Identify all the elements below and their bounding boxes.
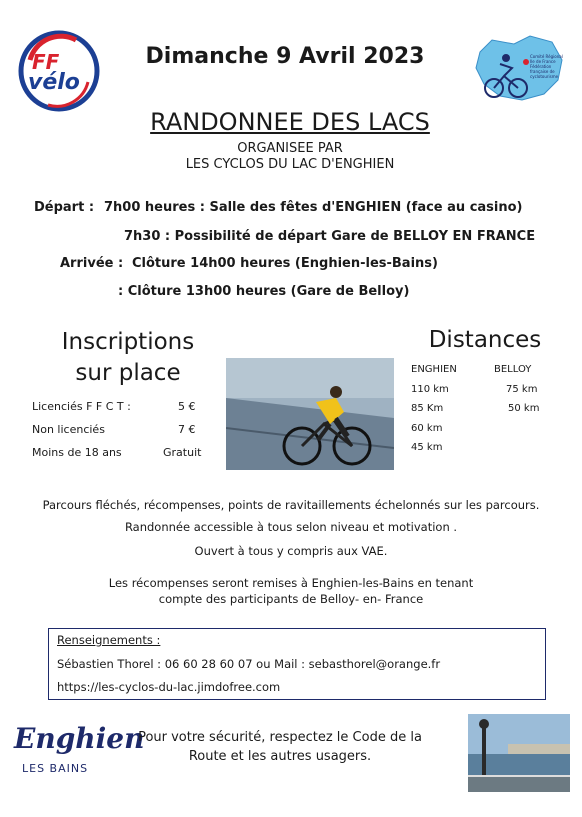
contact-box	[48, 628, 546, 700]
ffvelo-logo	[18, 30, 100, 112]
contact-heading: Renseignements :	[57, 633, 161, 647]
distance-belloy-2: 50 km	[508, 403, 540, 414]
info-line-2: Randonnée accessible à tous selon niveau et motivation .	[124, 520, 458, 534]
enghien-logo	[12, 718, 145, 782]
distance-belloy-1: 75 km	[506, 384, 538, 395]
depart-line1: 7h00 heures : Salle des fêtes d'ENGHIEN (face au casino)	[104, 200, 523, 215]
inscriptions-title-line2: sur place	[75, 360, 181, 386]
price-label-moins-18: Moins de 18 ans	[32, 446, 122, 459]
info-line-1: Parcours fléchés, récompenses, points de ravitaillements échelonnés sur les parcours.	[42, 498, 540, 512]
event-date: Dimanche 9 Avril 2023	[145, 44, 425, 69]
distance-col2-header: BELLOY	[494, 364, 532, 375]
event-title: RANDONNEE DES LACS	[150, 108, 430, 136]
distances-title: Distances	[428, 327, 542, 353]
cyclist-photo	[226, 358, 394, 470]
info-line-3: Ouvert à tous y compris aux VAE.	[194, 544, 388, 558]
region-logo	[472, 32, 568, 106]
price-value-moins-18: Gratuit	[163, 446, 202, 459]
contact-url: https://les-cyclos-du-lac.jimdofree.com	[57, 680, 281, 694]
distance-enghien-2: 85 Km	[411, 403, 444, 414]
price-label-non-licencies: Non licenciés	[32, 423, 105, 436]
inscriptions-title-line1: Inscriptions	[61, 329, 195, 355]
distance-enghien-4: 45 km	[411, 442, 443, 453]
safety-line-1: Pour votre sécurité, respectez le Code de la	[138, 730, 422, 745]
ffvelo-logo-velo: vélo	[28, 70, 80, 95]
lake-photo	[468, 714, 570, 792]
distance-col1-header: ENGHIEN	[411, 364, 457, 375]
info-line-4: Les récompenses seront remises à Enghien-les-Bains en tenant	[108, 576, 474, 590]
enghien-logo-sub: LES BAINS	[22, 762, 89, 775]
club-name: LES CYCLOS DU LAC D'ENGHIEN	[185, 157, 395, 172]
price-value-licencies: 5 €	[178, 400, 196, 413]
ffvelo-logo-ff: FF	[32, 50, 60, 74]
price-label-licencies: Licenciés F F C T :	[32, 400, 131, 413]
distance-enghien-1: 110 km	[411, 384, 449, 395]
info-line-5: compte des participants de Belloy- en- France	[158, 592, 424, 606]
organised-by: ORGANISEE PAR	[237, 141, 343, 156]
depart-line2: 7h30 : Possibilité de départ Gare de BELLOY EN FRANCE	[124, 229, 536, 244]
arrivee-line2: : Clôture 13h00 heures (Gare de Belloy)	[118, 284, 410, 299]
arrivee-line1: Clôture 14h00 heures (Enghien-les-Bains)	[132, 256, 438, 271]
safety-message	[112, 728, 448, 766]
enghien-logo-script: Enghien	[14, 722, 145, 755]
region-logo-text: Comité Régional Ile de France Fédération française de cyclotourisme	[530, 54, 563, 79]
depart-label: Départ :	[34, 200, 95, 215]
inscriptions-title	[28, 327, 228, 389]
contact-phone-mail: Sébastien Thorel : 06 60 28 60 07 ou Mail : sebasthorel@orange.fr	[57, 657, 441, 671]
safety-line-2: Route et les autres usagers.	[188, 749, 372, 764]
organiser-block	[100, 141, 480, 173]
distance-enghien-3: 60 km	[411, 423, 443, 434]
arrivee-label: Arrivée :	[60, 256, 124, 271]
price-value-non-licencies: 7 €	[178, 423, 196, 436]
